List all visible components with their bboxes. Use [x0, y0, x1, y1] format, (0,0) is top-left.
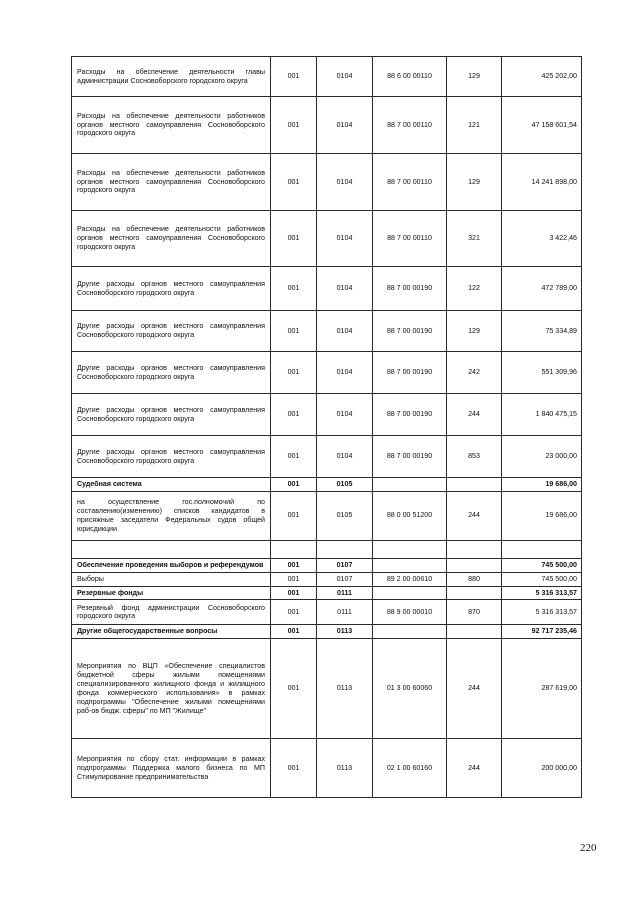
row-expense-type: 244	[447, 739, 502, 798]
row-expense-type: 244	[447, 491, 502, 540]
row-name: Другие расходы органов местного самоуправления Сосновоборского городского округа	[72, 352, 271, 394]
row-amount: 5 316 313,57	[502, 586, 582, 600]
row-name: Мероприятия по ВЦП «Обеспечение специалистов бюджетной сферы жилыми помещениями специализированного жилищного фонда и жилищного фонда коммерческого использования» в рамках подпрограммы "Обеспечение жилыми помещениями раб-ов бюдж. сферы" по МП "Жилище"	[72, 639, 271, 739]
row-target-code: 01 3 00 60060	[373, 639, 447, 739]
row-target-code	[373, 540, 447, 558]
row-amount: 3 422,46	[502, 211, 582, 267]
row-amount: 287 619,00	[502, 639, 582, 739]
row-amount: 745 500,00	[502, 572, 582, 586]
row-target-code	[373, 558, 447, 572]
row-ved-code: 001	[271, 478, 317, 492]
row-ved-code: 001	[271, 311, 317, 352]
row-section-code: 0105	[317, 478, 373, 492]
row-ved-code: 001	[271, 352, 317, 394]
row-expense-type: 870	[447, 600, 502, 625]
row-ved-code	[271, 540, 317, 558]
row-amount: 19 686,00	[502, 491, 582, 540]
table-row	[72, 600, 582, 625]
row-target-code: 88 7 00 00110	[373, 211, 447, 267]
row-name: Другие расходы органов местного самоуправления Сосновоборского городского округа	[72, 436, 271, 478]
table-row	[72, 154, 582, 211]
row-expense-type	[447, 558, 502, 572]
row-ved-code: 001	[271, 639, 317, 739]
row-name: Другие расходы органов местного самоуправления Сосновоборского городского округа	[72, 394, 271, 436]
row-section-code: 0104	[317, 311, 373, 352]
row-section-code: 0111	[317, 600, 373, 625]
row-expense-type: 129	[447, 57, 502, 97]
table-section-row	[72, 478, 582, 492]
row-target-code: 88 7 00 00190	[373, 311, 447, 352]
row-section-code: 0104	[317, 97, 373, 154]
row-amount: 745 500,00	[502, 558, 582, 572]
row-ved-code: 001	[271, 394, 317, 436]
table-row	[72, 352, 582, 394]
budget-table-body	[72, 57, 582, 798]
row-ved-code: 001	[271, 491, 317, 540]
row-name: Обеспечение проведения выборов и референдумов	[72, 558, 271, 572]
table-row	[72, 639, 582, 739]
row-target-code: 88 6 00 00110	[373, 57, 447, 97]
table-row	[72, 57, 582, 97]
table-section-row	[72, 586, 582, 600]
row-ved-code: 001	[271, 211, 317, 267]
row-name: Резервный фонд администрации Сосновоборского городского округа	[72, 600, 271, 625]
row-section-code: 0104	[317, 154, 373, 211]
row-ved-code: 001	[271, 600, 317, 625]
table-row	[72, 436, 582, 478]
row-section-code	[317, 540, 373, 558]
row-section-code: 0113	[317, 625, 373, 639]
row-name	[72, 540, 271, 558]
row-expense-type: 244	[447, 394, 502, 436]
row-amount: 47 158 601,54	[502, 97, 582, 154]
table-row	[72, 311, 582, 352]
row-name: Расходы на обеспечение деятельности работников органов местного самоуправления Сосновоборского городского округа	[72, 154, 271, 211]
row-target-code: 88 0 00 51200	[373, 491, 447, 540]
row-name: Другие расходы органов местного самоуправления Сосновоборского городского округа	[72, 267, 271, 311]
row-expense-type	[447, 625, 502, 639]
row-target-code	[373, 625, 447, 639]
row-expense-type: 321	[447, 211, 502, 267]
table-row	[72, 572, 582, 586]
row-target-code	[373, 478, 447, 492]
row-ved-code: 001	[271, 558, 317, 572]
row-name: Расходы на обеспечение деятельности работников органов местного самоуправления Сосновоборского городского округа	[72, 97, 271, 154]
table-row	[72, 394, 582, 436]
row-name: Судебная система	[72, 478, 271, 492]
row-section-code: 0113	[317, 739, 373, 798]
row-amount: 92 717 235,46	[502, 625, 582, 639]
row-ved-code: 001	[271, 267, 317, 311]
row-section-code: 0113	[317, 639, 373, 739]
row-amount: 19 686,00	[502, 478, 582, 492]
row-expense-type: 880	[447, 572, 502, 586]
row-ved-code: 001	[271, 97, 317, 154]
row-amount: 75 334,89	[502, 311, 582, 352]
row-target-code: 88 7 00 00190	[373, 394, 447, 436]
row-section-code: 0104	[317, 352, 373, 394]
row-expense-type: 129	[447, 311, 502, 352]
table-row	[72, 739, 582, 798]
table-row	[72, 267, 582, 311]
row-amount: 1 840 475,15	[502, 394, 582, 436]
row-amount: 425 202,00	[502, 57, 582, 97]
budget-table	[71, 56, 582, 798]
row-ved-code: 001	[271, 739, 317, 798]
row-amount: 5 316 313,57	[502, 600, 582, 625]
table-row	[72, 97, 582, 154]
table-row	[72, 540, 582, 558]
row-amount: 551 309,96	[502, 352, 582, 394]
row-target-code: 88 7 00 00190	[373, 352, 447, 394]
row-section-code: 0104	[317, 211, 373, 267]
row-ved-code: 001	[271, 436, 317, 478]
row-target-code: 89 2 00 00610	[373, 572, 447, 586]
row-name: Расходы на обеспечение деятельности работников органов местного самоуправления Сосновоборского городского округа	[72, 211, 271, 267]
row-target-code: 88 7 00 00110	[373, 154, 447, 211]
row-amount: 14 241 898,00	[502, 154, 582, 211]
table-row	[72, 211, 582, 267]
table-section-row	[72, 558, 582, 572]
row-amount	[502, 540, 582, 558]
page-number: 220	[580, 842, 597, 854]
row-expense-type: 853	[447, 436, 502, 478]
row-ved-code: 001	[271, 57, 317, 97]
row-name: Мероприятия по сбору стат. информации в рамках подпрограммы Поддержка малого бизнеса по МП Стимулирование предпринимательства	[72, 739, 271, 798]
row-target-code: 88 7 00 00190	[373, 436, 447, 478]
row-name: Выборы	[72, 572, 271, 586]
row-section-code: 0104	[317, 267, 373, 311]
table-section-row	[72, 625, 582, 639]
row-section-code: 0105	[317, 491, 373, 540]
row-target-code	[373, 586, 447, 600]
row-ved-code: 001	[271, 154, 317, 211]
row-ved-code: 001	[271, 586, 317, 600]
row-amount: 200 000,00	[502, 739, 582, 798]
row-expense-type: 129	[447, 154, 502, 211]
row-target-code: 02 1 00 60160	[373, 739, 447, 798]
row-expense-type: 121	[447, 97, 502, 154]
row-target-code: 88 7 00 00190	[373, 267, 447, 311]
row-section-code: 0111	[317, 586, 373, 600]
row-name: Резервные фонды	[72, 586, 271, 600]
row-section-code: 0107	[317, 572, 373, 586]
row-section-code: 0104	[317, 436, 373, 478]
row-expense-type: 242	[447, 352, 502, 394]
row-section-code: 0104	[317, 57, 373, 97]
row-expense-type: 122	[447, 267, 502, 311]
row-expense-type	[447, 478, 502, 492]
row-ved-code: 001	[271, 572, 317, 586]
row-expense-type: 244	[447, 639, 502, 739]
row-target-code: 88 9 00 00010	[373, 600, 447, 625]
row-amount: 23 000,00	[502, 436, 582, 478]
row-expense-type	[447, 586, 502, 600]
row-name: Расходы на обеспечение деятельности главы администрации Сосновоборского городского округа	[72, 57, 271, 97]
row-target-code: 88 7 00 00110	[373, 97, 447, 154]
row-expense-type	[447, 540, 502, 558]
table-row	[72, 491, 582, 540]
row-section-code: 0104	[317, 394, 373, 436]
row-name: на осуществление гос.полномочий по составлению(изменению) списков кандидатов в присяжные заседатели Федеральных судов общей юрисдикции	[72, 491, 271, 540]
row-section-code: 0107	[317, 558, 373, 572]
row-amount: 472 789,00	[502, 267, 582, 311]
row-name: Другие расходы органов местного самоуправления Сосновоборского городского округа	[72, 311, 271, 352]
row-ved-code: 001	[271, 625, 317, 639]
row-name: Другие общегосударственные вопросы	[72, 625, 271, 639]
